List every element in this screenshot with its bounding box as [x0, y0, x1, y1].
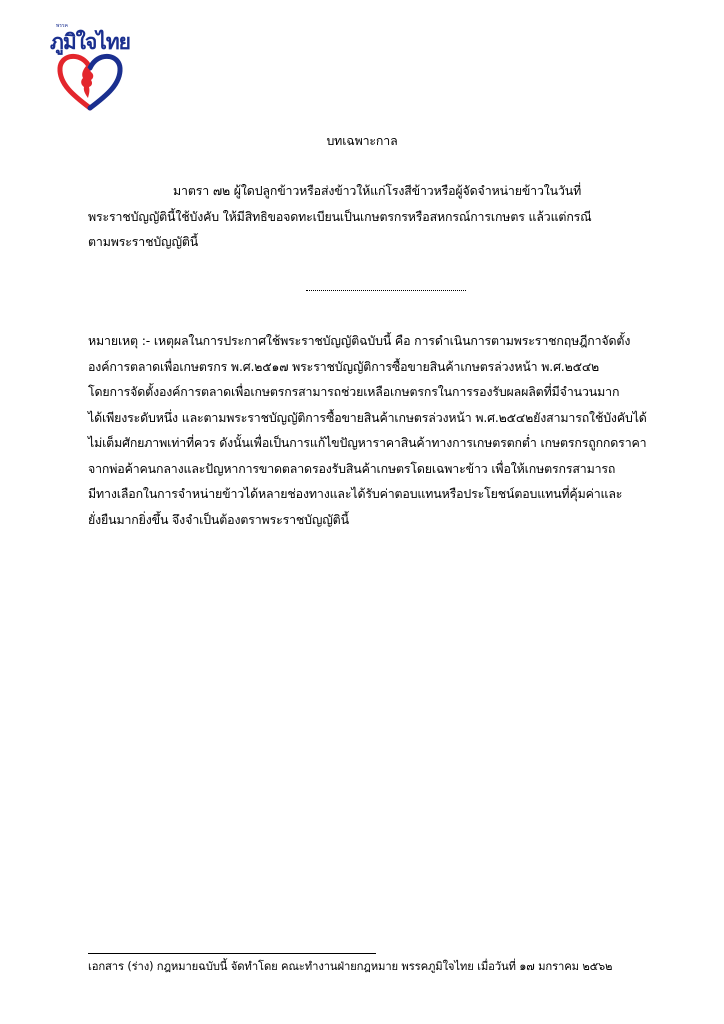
- note-line-1: หมายเหตุ :- เหตุผลในการประกาศใช้พระราชบัญญัติฉบับนี้ คือ การดำเนินการตามพระราชกฤษฎีกาจัดตั้ง: [88, 333, 631, 348]
- logo-small-text: พรรค: [56, 23, 69, 29]
- note-line-6: จากพ่อค้าคนกลางและปัญหาการขาดตลาดรองรับสินค้าเกษตรโดยเฉพาะข้าว เพื่อให้เกษตรกรสามารถ: [88, 461, 616, 476]
- note-line-2: องค์การตลาดเพื่อเกษตรกร พ.ศ.๒๕๑๗ พระราชบัญญัติการซื้อขายสินค้าเกษตรล่วงหน้า พ.ศ.๒๕๔๒: [88, 359, 600, 374]
- note-line-4: ได้เพียงระดับหนึ่ง และตามพระราชบัญญัติการซื้อขายสินค้าเกษตรล่วงหน้า พ.ศ.๒๕๔๒ยังสามารถใช้บังคับได้: [88, 410, 647, 425]
- note-line-3: โดยการจัดตั้งองค์การตลาดเพื่อเกษตรกรสามารถช่วยเหลือเกษตรกรในการรองรับผลผลิตที่มีจำนวนมาก: [88, 384, 620, 399]
- section-title: บทเฉพาะกาล: [326, 133, 398, 148]
- heart-map-icon: [56, 50, 124, 112]
- dotted-separator: [306, 290, 466, 291]
- footnote-rule: [88, 953, 376, 954]
- section-line-3: ตามพระราชบัญญัตินี้: [88, 234, 199, 249]
- section-line-1: มาตรา ๗๒ ผู้ใดปลูกข้าวหรือส่งข้าวให้แก่โรงสีข้าวหรือผู้จัดจำหน่ายข้าวในวันที่: [173, 183, 582, 198]
- footnote-text: เอกสาร (ร่าง) กฎหมายฉบับนี้ จัดทำโดย คณะทำงานฝ่ายกฎหมาย พรรคภูมิใจไทย เมื่อวันที่ ๑๗ มกราคม ๒๕๖๒: [88, 960, 613, 973]
- logo-wordmark: ภูมิใจไทย: [50, 30, 130, 54]
- section-line-2: พระราชบัญญัตินี้ใช้บังคับ ให้มีสิทธิขอจดทะเบียนเป็นเกษตรกรหรือสหกรณ์การเกษตร แล้วแต่กรณี: [88, 209, 592, 224]
- note-line-8: ยั่งยืนมากยิ่งขึ้น จึงจำเป็นต้องตราพระราชบัญญัตินี้: [88, 512, 349, 527]
- party-logo: [50, 18, 130, 113]
- note-line-7: มีทางเลือกในการจำหน่ายข้าวได้หลายช่องทางและได้รับค่าตอบแทนหรือประโยชน์ตอบแทนที่คุ้มค่าและ: [88, 486, 623, 501]
- note-line-5: ไม่เต็มศักยภาพเท่าที่ควร ดังนั้นเพื่อเป็นการแก้ไขปัญหาราคาสินค้าทางการเกษตรตกต่ำ เกษตรกรถูกกดราคา: [88, 435, 647, 450]
